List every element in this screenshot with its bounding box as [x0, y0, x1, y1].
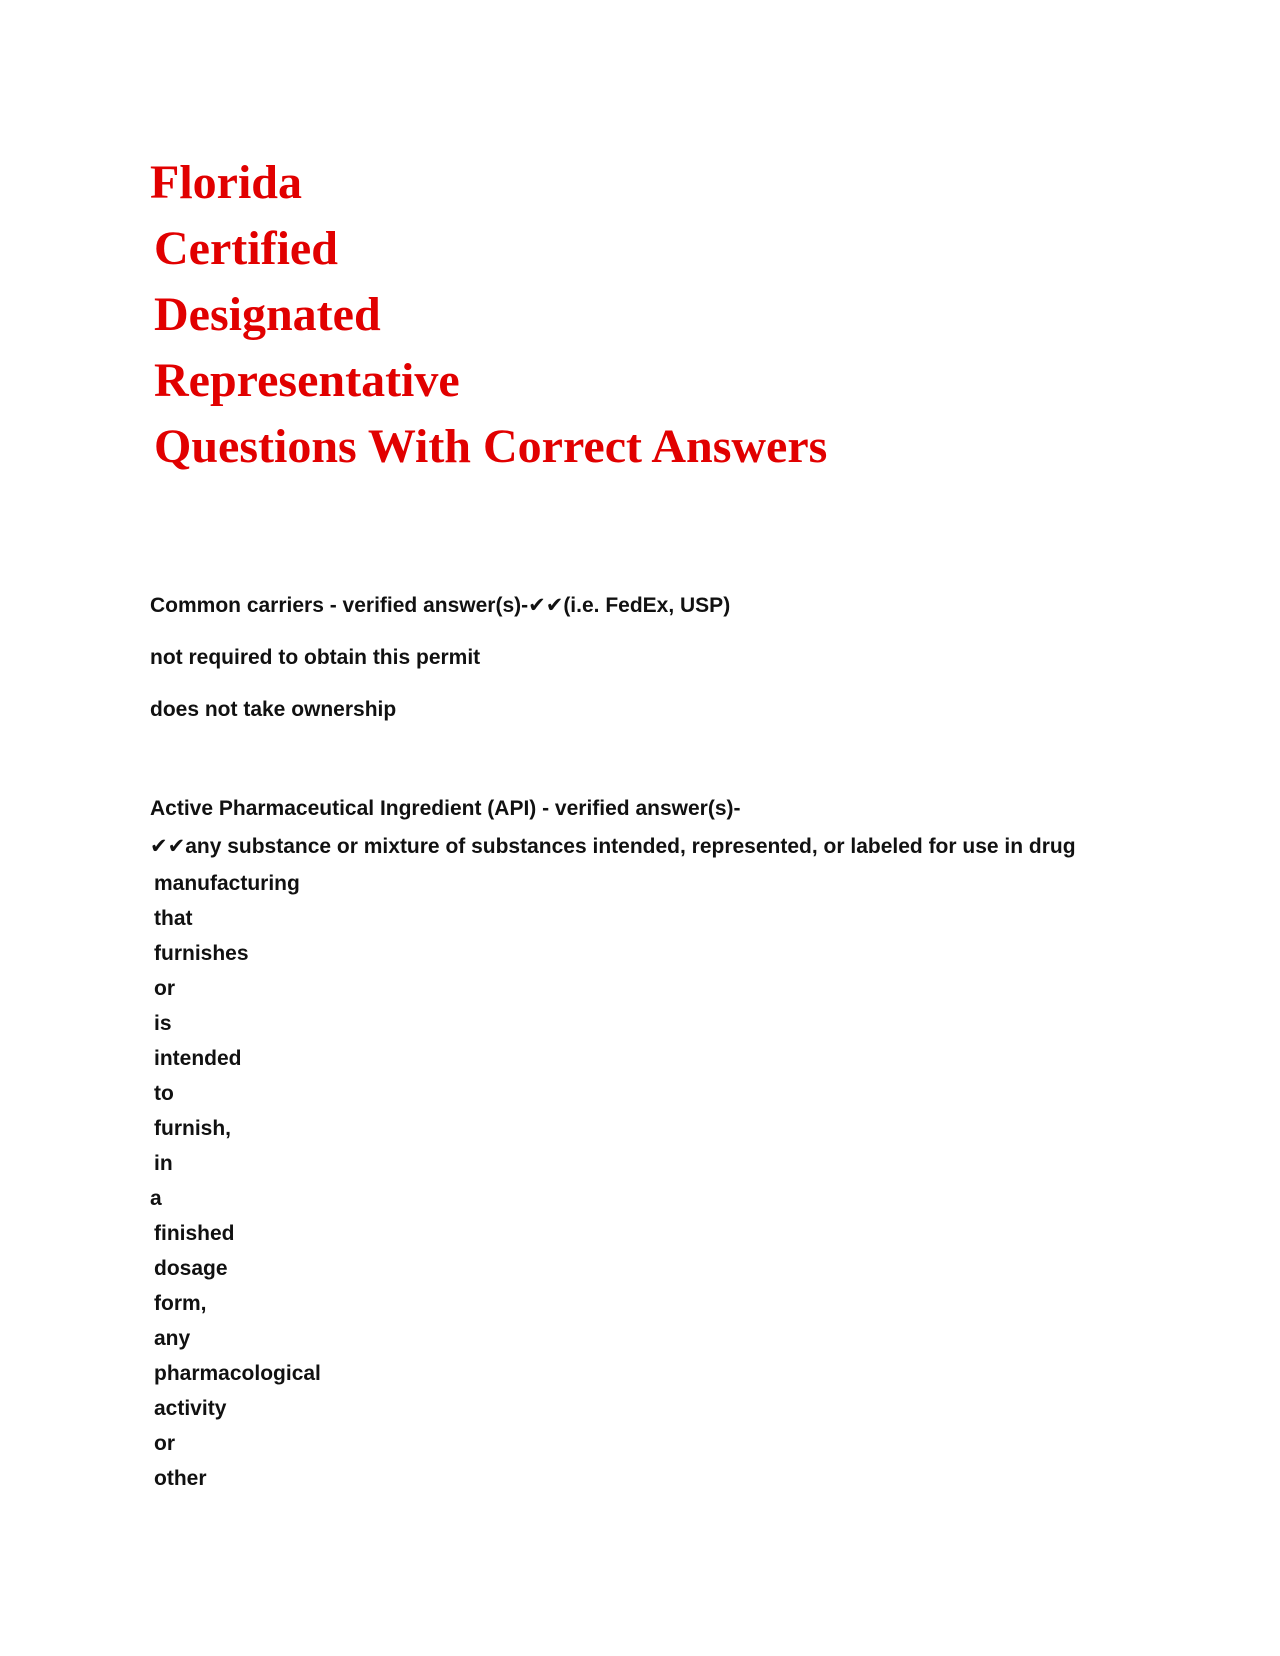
answer-word: that [154, 907, 193, 930]
answer-word: or [154, 977, 175, 1000]
title-line: Representative [154, 354, 460, 407]
answer-word: a [150, 1187, 162, 1210]
qa-block-api [150, 790, 1076, 1496]
answer-word: dosage [154, 1257, 228, 1280]
answer-word: is [154, 1012, 172, 1035]
question-line: Active Pharmaceutical Ingredient (API) - verified answer(s)- [150, 797, 741, 820]
answer-word: in [154, 1152, 173, 1175]
title-line: Florida [150, 156, 302, 209]
answer-word: finished [154, 1222, 235, 1245]
document-title [150, 150, 1150, 480]
answer-word: other [154, 1467, 207, 1490]
answer-word: furnishes [154, 942, 249, 965]
answer-word-list [150, 866, 1076, 1496]
qa-block-common-carriers [150, 580, 730, 736]
answer-line: not required to obtain this permit [150, 646, 481, 669]
answer-line: does not take ownership [150, 698, 397, 721]
answer-word: any [154, 1327, 191, 1350]
answer-word: furnish, [154, 1117, 231, 1140]
title-line: Certified [154, 222, 338, 275]
answer-word: form, [154, 1292, 207, 1315]
answer-word: intended [154, 1047, 242, 1070]
answer-word: pharmacological [154, 1362, 321, 1385]
question-line: Common carriers - verified answer(s)-✔✔(i.e. FedEx, USP) [150, 594, 731, 617]
title-line: Designated [154, 288, 381, 341]
answer-word: to [154, 1082, 174, 1105]
answer-line: ✔✔any substance or mixture of substances intended, represented, or labeled for use in drug [150, 835, 1076, 858]
answer-word: or [154, 1432, 175, 1455]
answer-word: manufacturing [154, 872, 300, 895]
answer-word: activity [154, 1397, 227, 1420]
title-line: Questions With Correct Answers [154, 420, 828, 473]
